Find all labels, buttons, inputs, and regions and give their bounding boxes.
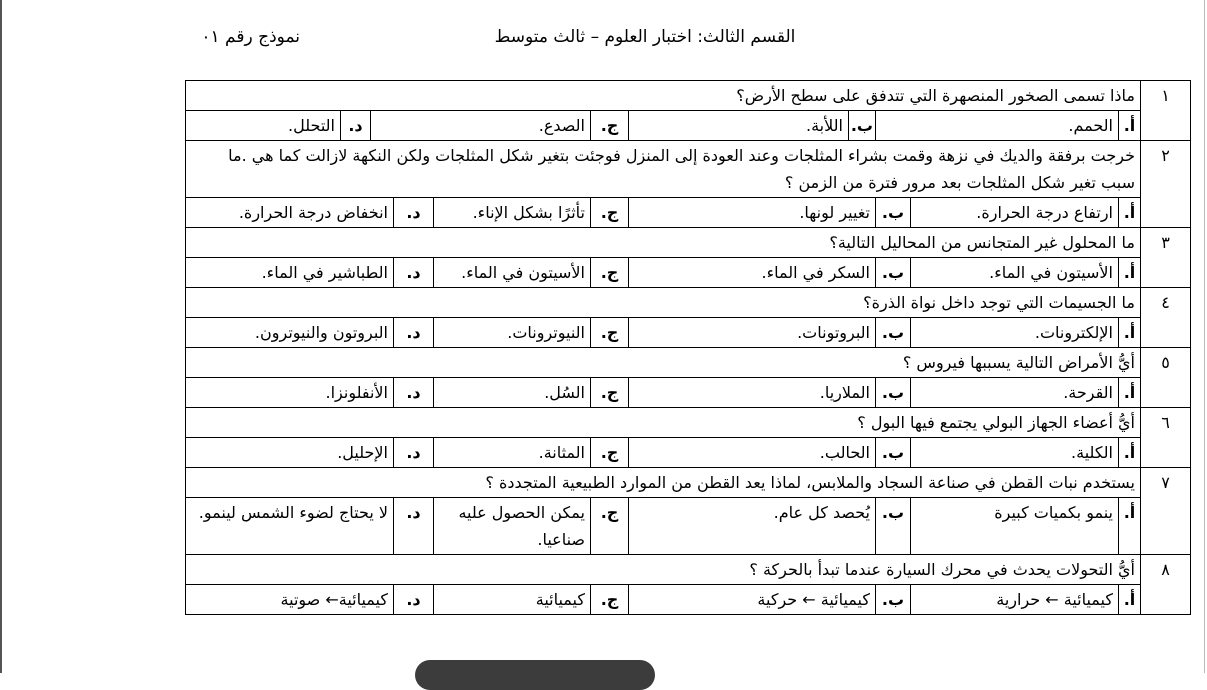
option-label: د. xyxy=(394,585,434,615)
question-4 xyxy=(186,288,1191,348)
option-text: يُحصد كل عام. xyxy=(629,498,876,555)
option-text: ارتفاع درجة الحرارة. xyxy=(911,198,1119,228)
questions-table xyxy=(185,80,1191,615)
question-5 xyxy=(186,348,1191,408)
question-text: ما الجسيمات التي توجد داخل نواة الذرة؟ xyxy=(186,288,1141,318)
option-label: د. xyxy=(341,111,371,141)
question-2 xyxy=(186,141,1191,228)
page-title: القسم الثالث: اختبار العلوم – ثالث متوسط xyxy=(494,27,796,47)
option-label: ج. xyxy=(591,198,629,228)
option-label: ب. xyxy=(876,378,911,408)
option-label: ج. xyxy=(591,378,629,408)
option-label: ب. xyxy=(876,585,911,615)
option-label: د. xyxy=(394,438,434,468)
option-text: الصدع. xyxy=(371,111,591,141)
option-label: أ. xyxy=(1119,438,1141,468)
option-text: يمكن الحصول عليه صناعيا. xyxy=(434,498,591,555)
page-left-edge xyxy=(0,0,2,673)
option-label: د. xyxy=(394,198,434,228)
option-label: ب. xyxy=(876,498,911,555)
option-text: اللأبة. xyxy=(629,111,849,141)
option-text: ينمو بكميات كبيرة xyxy=(911,498,1119,555)
option-text: الإحليل. xyxy=(186,438,394,468)
option-label: ج. xyxy=(591,318,629,348)
option-text: الإلكترونات. xyxy=(911,318,1119,348)
option-label: ب. xyxy=(876,258,911,288)
question-number: ٤ xyxy=(1141,288,1191,348)
option-text: الطباشير في الماء. xyxy=(186,258,394,288)
option-text: البروتون والنيوترون. xyxy=(186,318,394,348)
question-text: أيُّ أعضاء الجهاز البولي يجتمع فيها البول ؟ xyxy=(186,408,1141,438)
option-label: ب. xyxy=(876,318,911,348)
option-text: كيميائية ← حرارية xyxy=(911,585,1119,615)
question-number: ٣ xyxy=(1141,228,1191,288)
option-text: الملاريا. xyxy=(629,378,876,408)
option-text: السُل. xyxy=(434,378,591,408)
question-3 xyxy=(186,228,1191,288)
option-text: تأثرًا بشكل الإناء. xyxy=(434,198,591,228)
option-text: التحلل. xyxy=(186,111,341,141)
question-number: ٥ xyxy=(1141,348,1191,408)
option-text: السكر في الماء. xyxy=(629,258,876,288)
option-text: كيميائية ← حركية xyxy=(629,585,876,615)
option-text: القرحة. xyxy=(911,378,1119,408)
question-number: ٧ xyxy=(1141,468,1191,555)
option-label: أ. xyxy=(1119,111,1141,141)
option-label: ج. xyxy=(591,258,629,288)
option-label: أ. xyxy=(1119,258,1141,288)
option-label: ج. xyxy=(591,438,629,468)
option-text: لا يحتاج لضوء الشمس لينمو. xyxy=(186,498,394,555)
question-text: خرجت برفقة والديك في نزهة وقمت بشراء المثلجات وعند العودة إلى المنزل فوجئت بتغير شكل المثلجات ولكن النكهة لازالت كما هي .ما سبب تغير شكل المثلجات بعد مرور فترة من الزمن ؟ xyxy=(186,141,1141,198)
page-right-edge xyxy=(1204,0,1205,673)
viewer-toolbar[interactable] xyxy=(415,660,655,690)
option-label: ج. xyxy=(591,111,629,141)
option-label: ج. xyxy=(591,585,629,615)
question-8 xyxy=(186,555,1191,615)
option-label: ب. xyxy=(876,198,911,228)
question-text: يستخدم نبات القطن في صناعة السجاد والملابس، لماذا يعد القطن من الموارد الطبيعية المتجددة ؟ xyxy=(186,468,1141,498)
option-label: د. xyxy=(394,378,434,408)
question-number: ٦ xyxy=(1141,408,1191,468)
question-6 xyxy=(186,408,1191,468)
question-number: ١ xyxy=(1141,81,1191,141)
option-label: أ. xyxy=(1119,378,1141,408)
question-number: ٢ xyxy=(1141,141,1191,228)
option-label: ب. xyxy=(849,111,876,141)
option-label: ب. xyxy=(876,438,911,468)
question-7 xyxy=(186,468,1191,555)
option-text: المثانة. xyxy=(434,438,591,468)
option-text: النيوترونات. xyxy=(434,318,591,348)
option-text: الكلية. xyxy=(911,438,1119,468)
option-label: د. xyxy=(394,318,434,348)
option-text: الأسيتون في الماء. xyxy=(434,258,591,288)
question-1 xyxy=(186,81,1191,141)
option-label: أ. xyxy=(1119,585,1141,615)
option-text: كيميائية xyxy=(434,585,591,615)
option-label: ج. xyxy=(591,498,629,555)
option-text: تغيير لونها. xyxy=(629,198,876,228)
option-label: أ. xyxy=(1119,498,1141,555)
model-number: نموذج رقم ٠١ xyxy=(201,27,300,47)
option-label: د. xyxy=(394,498,434,555)
option-text: الأنفلونزا. xyxy=(186,378,394,408)
question-number: ٨ xyxy=(1141,555,1191,615)
option-text: الحالب. xyxy=(629,438,876,468)
option-text: الحمم. xyxy=(876,111,1119,141)
question-text: أيُّ التحولات يحدث في محرك السيارة عندما تبدأ بالحركة ؟ xyxy=(186,555,1141,585)
option-text: كيميائية← صوتية xyxy=(186,585,394,615)
option-label: أ. xyxy=(1119,318,1141,348)
option-label: أ. xyxy=(1119,198,1141,228)
option-text: انخفاض درجة الحرارة. xyxy=(186,198,394,228)
option-text: الأسيتون في الماء. xyxy=(911,258,1119,288)
question-text: ماذا تسمى الصخور المنصهرة التي تتدفق على سطح الأرض؟ xyxy=(186,81,1141,111)
option-label: د. xyxy=(394,258,434,288)
option-text: البروتونات. xyxy=(629,318,876,348)
question-text: أيُّ الأمراض التالية يسببها فيروس ؟ xyxy=(186,348,1141,378)
question-text: ما المحلول غير المتجانس من المحاليل التالية؟ xyxy=(186,228,1141,258)
